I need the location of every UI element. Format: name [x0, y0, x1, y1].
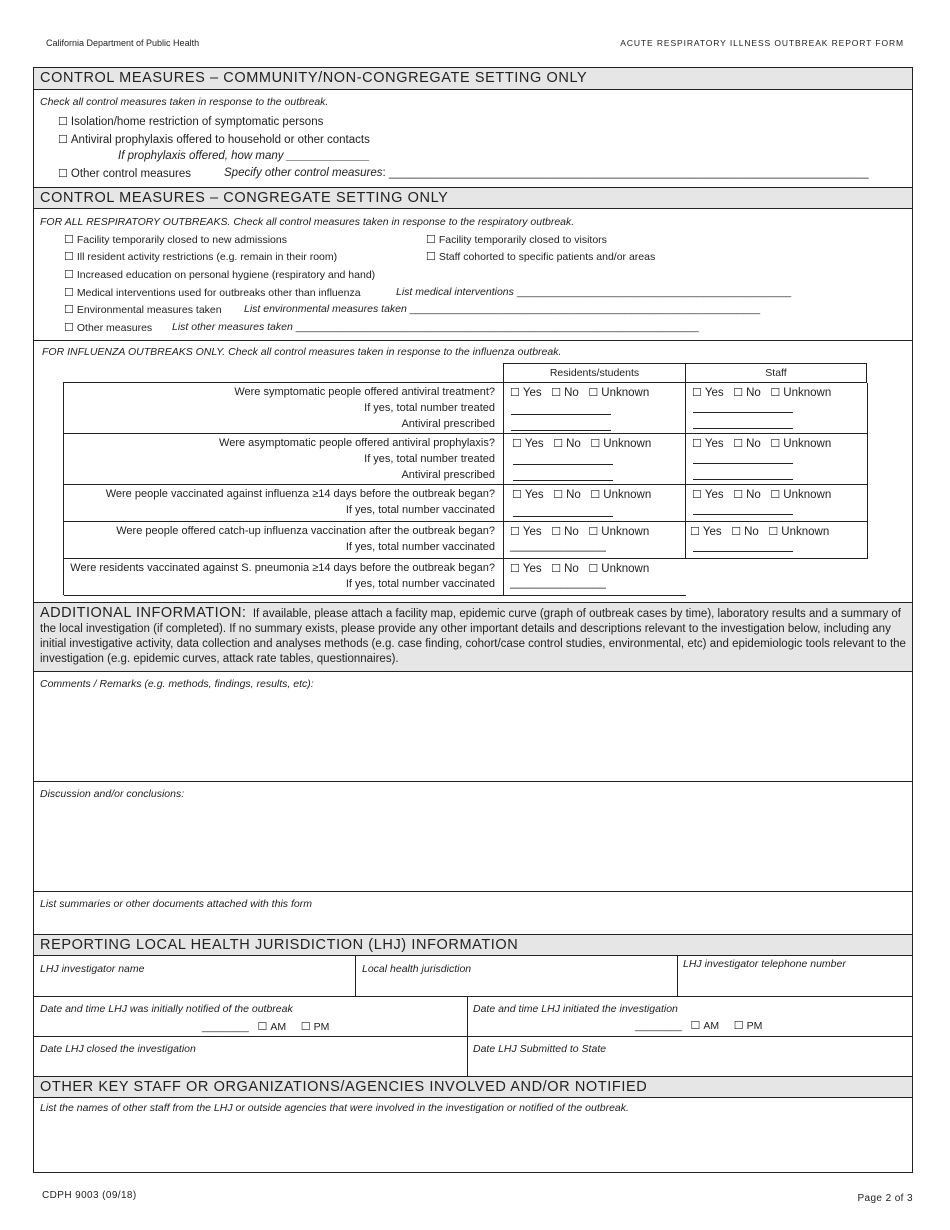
- q2-res-treated-field[interactable]: [513, 464, 613, 465]
- q4-res-yes[interactable]: ☐ Yes: [510, 526, 542, 538]
- medical-interventions-field[interactable]: List medical interventions _______________________________________________: [396, 286, 792, 298]
- q2-staff-antiviral-field[interactable]: [693, 479, 793, 480]
- q3-staff-vaccinated-field[interactable]: [693, 514, 793, 515]
- other-measures-checkbox[interactable]: ☐ Other measures: [64, 321, 152, 334]
- divider: [64, 595, 686, 596]
- prophylaxis-count-label: If prophylaxis offered, how many _____________: [118, 150, 370, 162]
- divider: [64, 484, 867, 485]
- q2-res-yes[interactable]: ☐ Yes: [512, 438, 544, 450]
- residents-column-label: Residents/students: [549, 367, 640, 379]
- community-instruction: Check all control measures taken in response to the outbreak.: [40, 96, 329, 108]
- q3-staff-yes[interactable]: ☐ Yes: [692, 489, 724, 501]
- other-staff-section-title: OTHER KEY STAFF OR ORGANIZATIONS/AGENCIES INVOLVED AND/OR NOTIFIED: [34, 1076, 912, 1098]
- divider: [64, 558, 867, 559]
- prophylaxis-count-field[interactable]: _____________: [286, 150, 370, 162]
- divider: [34, 1036, 912, 1037]
- q5-res-vaccinated-field[interactable]: _______________: [510, 577, 606, 589]
- closed-visitors-checkbox[interactable]: ☐ Facility temporarily closed to visitors: [426, 233, 607, 246]
- q5-res-yes[interactable]: ☐ Yes: [510, 563, 542, 575]
- hygiene-education-checkbox[interactable]: ☐ Increased education on personal hygiene (respiratory and hand): [64, 268, 375, 281]
- lhj-investigator-field[interactable]: LHJ investigator name: [40, 963, 145, 975]
- isolation-checkbox[interactable]: ☐ Isolation/home restriction of symptomatic persons: [58, 115, 323, 128]
- divider: [34, 891, 912, 892]
- environmental-measures-checkbox[interactable]: ☐ Environmental measures taken: [64, 303, 222, 316]
- q4-staff-unknown[interactable]: ☐ Unknown: [768, 526, 829, 538]
- q3-staff-unknown[interactable]: ☐ Unknown: [770, 489, 831, 501]
- community-section-title: CONTROL MEASURES – COMMUNITY/NON-CONGREGATE SETTING ONLY: [34, 68, 912, 90]
- q1-res-unknown[interactable]: ☐ Unknown: [588, 387, 649, 399]
- q3-res-vaccinated-field[interactable]: [513, 516, 613, 517]
- form-title: ACUTE RESPIRATORY ILLNESS OUTBREAK REPORT FORM: [620, 38, 904, 48]
- divider: [677, 956, 678, 996]
- q1-staff-unknown[interactable]: ☐ Unknown: [770, 387, 831, 399]
- submitted-date-field[interactable]: Date LHJ Submitted to State: [473, 1043, 607, 1055]
- closed-date-field[interactable]: Date LHJ closed the investigation: [40, 1043, 196, 1055]
- discussion-area[interactable]: [34, 803, 912, 891]
- q5-text: Were residents vaccinated against S. pneumonia ≥14 days before the outbreak began? If yes, total number vaccinated: [70, 562, 495, 590]
- specify-other-field[interactable]: Specify other control measures: ___________________________________________________________________________: [224, 167, 869, 179]
- divider: [34, 340, 912, 341]
- residents-column-header: [503, 363, 686, 383]
- q5-residents-options[interactable]: [510, 562, 649, 575]
- q2-staff-treated-field[interactable]: [693, 463, 793, 464]
- divider: [355, 956, 356, 996]
- staff-column-header: [685, 363, 867, 383]
- additional-info-title: ADDITIONAL INFORMATION:: [40, 605, 247, 621]
- q1-text: Were symptomatic people offered antiviral treatment? If yes, total number treated Antiviral prescribed: [234, 386, 495, 430]
- q1-staff-treated-field[interactable]: [693, 412, 793, 413]
- q4-text: Were people offered catch-up influenza vaccination after the outbreak began? If yes, total number vaccinated: [116, 525, 495, 553]
- q4-residents-options[interactable]: [510, 525, 649, 538]
- lhj-phone-field[interactable]: LHJ investigator telephone number: [683, 958, 846, 970]
- q1-res-antiviral-field[interactable]: [511, 430, 611, 431]
- congregate-instruction: FOR ALL RESPIRATORY OUTBREAKS. Check all control measures taken in response to the respiratory outbreak.: [40, 216, 575, 228]
- notified-pm-checkbox[interactable]: ☐ PM: [301, 1021, 330, 1033]
- q4-staff-options[interactable]: [690, 525, 829, 538]
- agency-name: California Department of Public Health: [46, 38, 200, 48]
- form-number: CDPH 9003 (09/18): [42, 1190, 137, 1201]
- antiviral-prophylaxis-checkbox[interactable]: ☐ Antiviral prophylaxis offered to household or other contacts: [58, 133, 370, 146]
- initiated-pm-checkbox[interactable]: ☐ PM: [734, 1020, 763, 1032]
- page-number: Page 2 of 3: [857, 1193, 913, 1204]
- q2-staff-unknown[interactable]: ☐ Unknown: [770, 438, 831, 450]
- discussion-label: Discussion and/or conclusions:: [40, 788, 185, 800]
- q4-staff-vaccinated-field[interactable]: [693, 551, 793, 552]
- q2-text: Were asymptomatic people offered antiviral prophylaxis? If yes, total number treated Antiviral prescribed: [219, 437, 495, 481]
- comments-area[interactable]: [34, 693, 912, 780]
- q2-staff-yes[interactable]: ☐ Yes: [692, 438, 724, 450]
- initiated-am-checkbox[interactable]: ☐ AM: [690, 1020, 719, 1032]
- q1-staff-no[interactable]: ☐ No: [733, 387, 761, 399]
- divider: [64, 433, 867, 434]
- medical-interventions-checkbox[interactable]: ☐ Medical interventions used for outbreaks other than influenza: [64, 286, 361, 299]
- lhj-jurisdiction-field[interactable]: Local health jurisdiction: [362, 963, 472, 975]
- divider: [503, 383, 504, 596]
- divider: [685, 383, 686, 559]
- lhj-section-title: REPORTING LOCAL HEALTH JURISDICTION (LHJ) INFORMATION: [34, 934, 912, 956]
- q2-res-unknown[interactable]: ☐ Unknown: [590, 438, 651, 450]
- divider: [34, 996, 912, 997]
- q1-staff-options[interactable]: [692, 386, 831, 399]
- additional-info-header: [34, 602, 912, 672]
- divider: [867, 383, 868, 559]
- q4-staff-yes[interactable]: ☐ Yes: [690, 526, 722, 538]
- notified-time-field[interactable]: ________ ☐ AM ☐ PM: [202, 1020, 329, 1033]
- other-staff-instruction: List the names of other staff from the LHJ or outside agencies that were involved in the investigation or notified of the outbreak.: [40, 1102, 629, 1114]
- congregate-section-title: CONTROL MEASURES – CONGREGATE SETTING ONLY: [34, 187, 912, 209]
- q2-res-antiviral-field[interactable]: [513, 480, 613, 481]
- q1-residents-options[interactable]: [510, 386, 649, 399]
- divider: [64, 521, 867, 522]
- q1-res-no[interactable]: ☐ No: [551, 387, 579, 399]
- other-control-checkbox[interactable]: ☐ Other control measures: [58, 167, 191, 180]
- comments-label: Comments / Remarks (e.g. methods, findings, results, etc):: [40, 678, 314, 690]
- q1-staff-yes[interactable]: ☐ Yes: [692, 387, 724, 399]
- ill-resident-restrictions-checkbox[interactable]: ☐ Ill resident activity restrictions (e.g. remain in their room): [64, 250, 337, 263]
- staff-cohorted-checkbox[interactable]: ☐ Staff cohorted to specific patients and/or areas: [426, 250, 655, 263]
- q3-res-yes[interactable]: ☐ Yes: [512, 489, 544, 501]
- q4-res-vaccinated-field[interactable]: _______________: [510, 540, 606, 552]
- q4-res-no[interactable]: ☐ No: [551, 526, 579, 538]
- q5-res-no[interactable]: ☐ No: [551, 563, 579, 575]
- staff-column-label: Staff: [765, 367, 787, 379]
- q3-res-no[interactable]: ☐ No: [553, 489, 581, 501]
- q1-staff-antiviral-field[interactable]: [693, 428, 793, 429]
- q3-res-unknown[interactable]: ☐ Unknown: [590, 489, 651, 501]
- q2-staff-no[interactable]: ☐ No: [733, 438, 761, 450]
- summaries-label[interactable]: List summaries or other documents attached with this form: [40, 898, 312, 910]
- initiated-time-field[interactable]: ________ ☐ AM ☐ PM: [635, 1019, 762, 1032]
- additional-info-text: If available, please attach a facility map, epidemic curve (graph of outbreak cases by time), laboratory results and a summary of the local investigation (if completed). If no summary exists, please provide any other important details and descriptions relevant to the investigation below, including any initial investigative activity, data collection and analyses methods (e.g. case finding, cohort/case control studies, environmental, etc) and epidemiologic tools relevant to the investigation (e.g. epidemic curves, attack rate tables, questionnaires).: [40, 608, 906, 665]
- q5-res-unknown[interactable]: ☐ Unknown: [588, 563, 649, 575]
- q3-text: Were people vaccinated against influenza ≥14 days before the outbreak began? If yes, total number vaccinated: [105, 488, 495, 516]
- q3-residents-options[interactable]: [512, 488, 651, 501]
- q2-res-no[interactable]: ☐ No: [553, 438, 581, 450]
- closed-new-admissions-checkbox[interactable]: ☐ Facility temporarily closed to new admissions: [64, 233, 287, 246]
- q2-residents-options[interactable]: [512, 437, 651, 450]
- q1-res-yes[interactable]: ☐ Yes: [510, 387, 542, 399]
- initiated-label: Date and time LHJ initiated the investigation: [473, 1003, 678, 1015]
- notified-am-checkbox[interactable]: ☐ AM: [257, 1021, 286, 1033]
- notified-label: Date and time LHJ was initially notified of the outbreak: [40, 1003, 293, 1015]
- q3-staff-options[interactable]: [692, 488, 831, 501]
- other-staff-area[interactable]: [34, 1118, 912, 1172]
- q2-staff-options[interactable]: [692, 437, 831, 450]
- environmental-measures-field[interactable]: List environmental measures taken ____________________________________________________________: [244, 303, 761, 315]
- influenza-table: [63, 382, 867, 595]
- q1-res-treated-field[interactable]: [511, 414, 611, 415]
- divider: [34, 781, 912, 782]
- influenza-instruction: FOR INFLUENZA OUTBREAKS ONLY. Check all control measures taken in response to the influenza outbreak.: [42, 346, 562, 358]
- other-measures-field[interactable]: List other measures taken _____________________________________________________________________: [172, 321, 699, 333]
- form-frame: [33, 67, 913, 1173]
- q4-res-unknown[interactable]: ☐ Unknown: [588, 526, 649, 538]
- q3-staff-no[interactable]: ☐ No: [733, 489, 761, 501]
- q4-staff-no[interactable]: ☐ No: [731, 526, 759, 538]
